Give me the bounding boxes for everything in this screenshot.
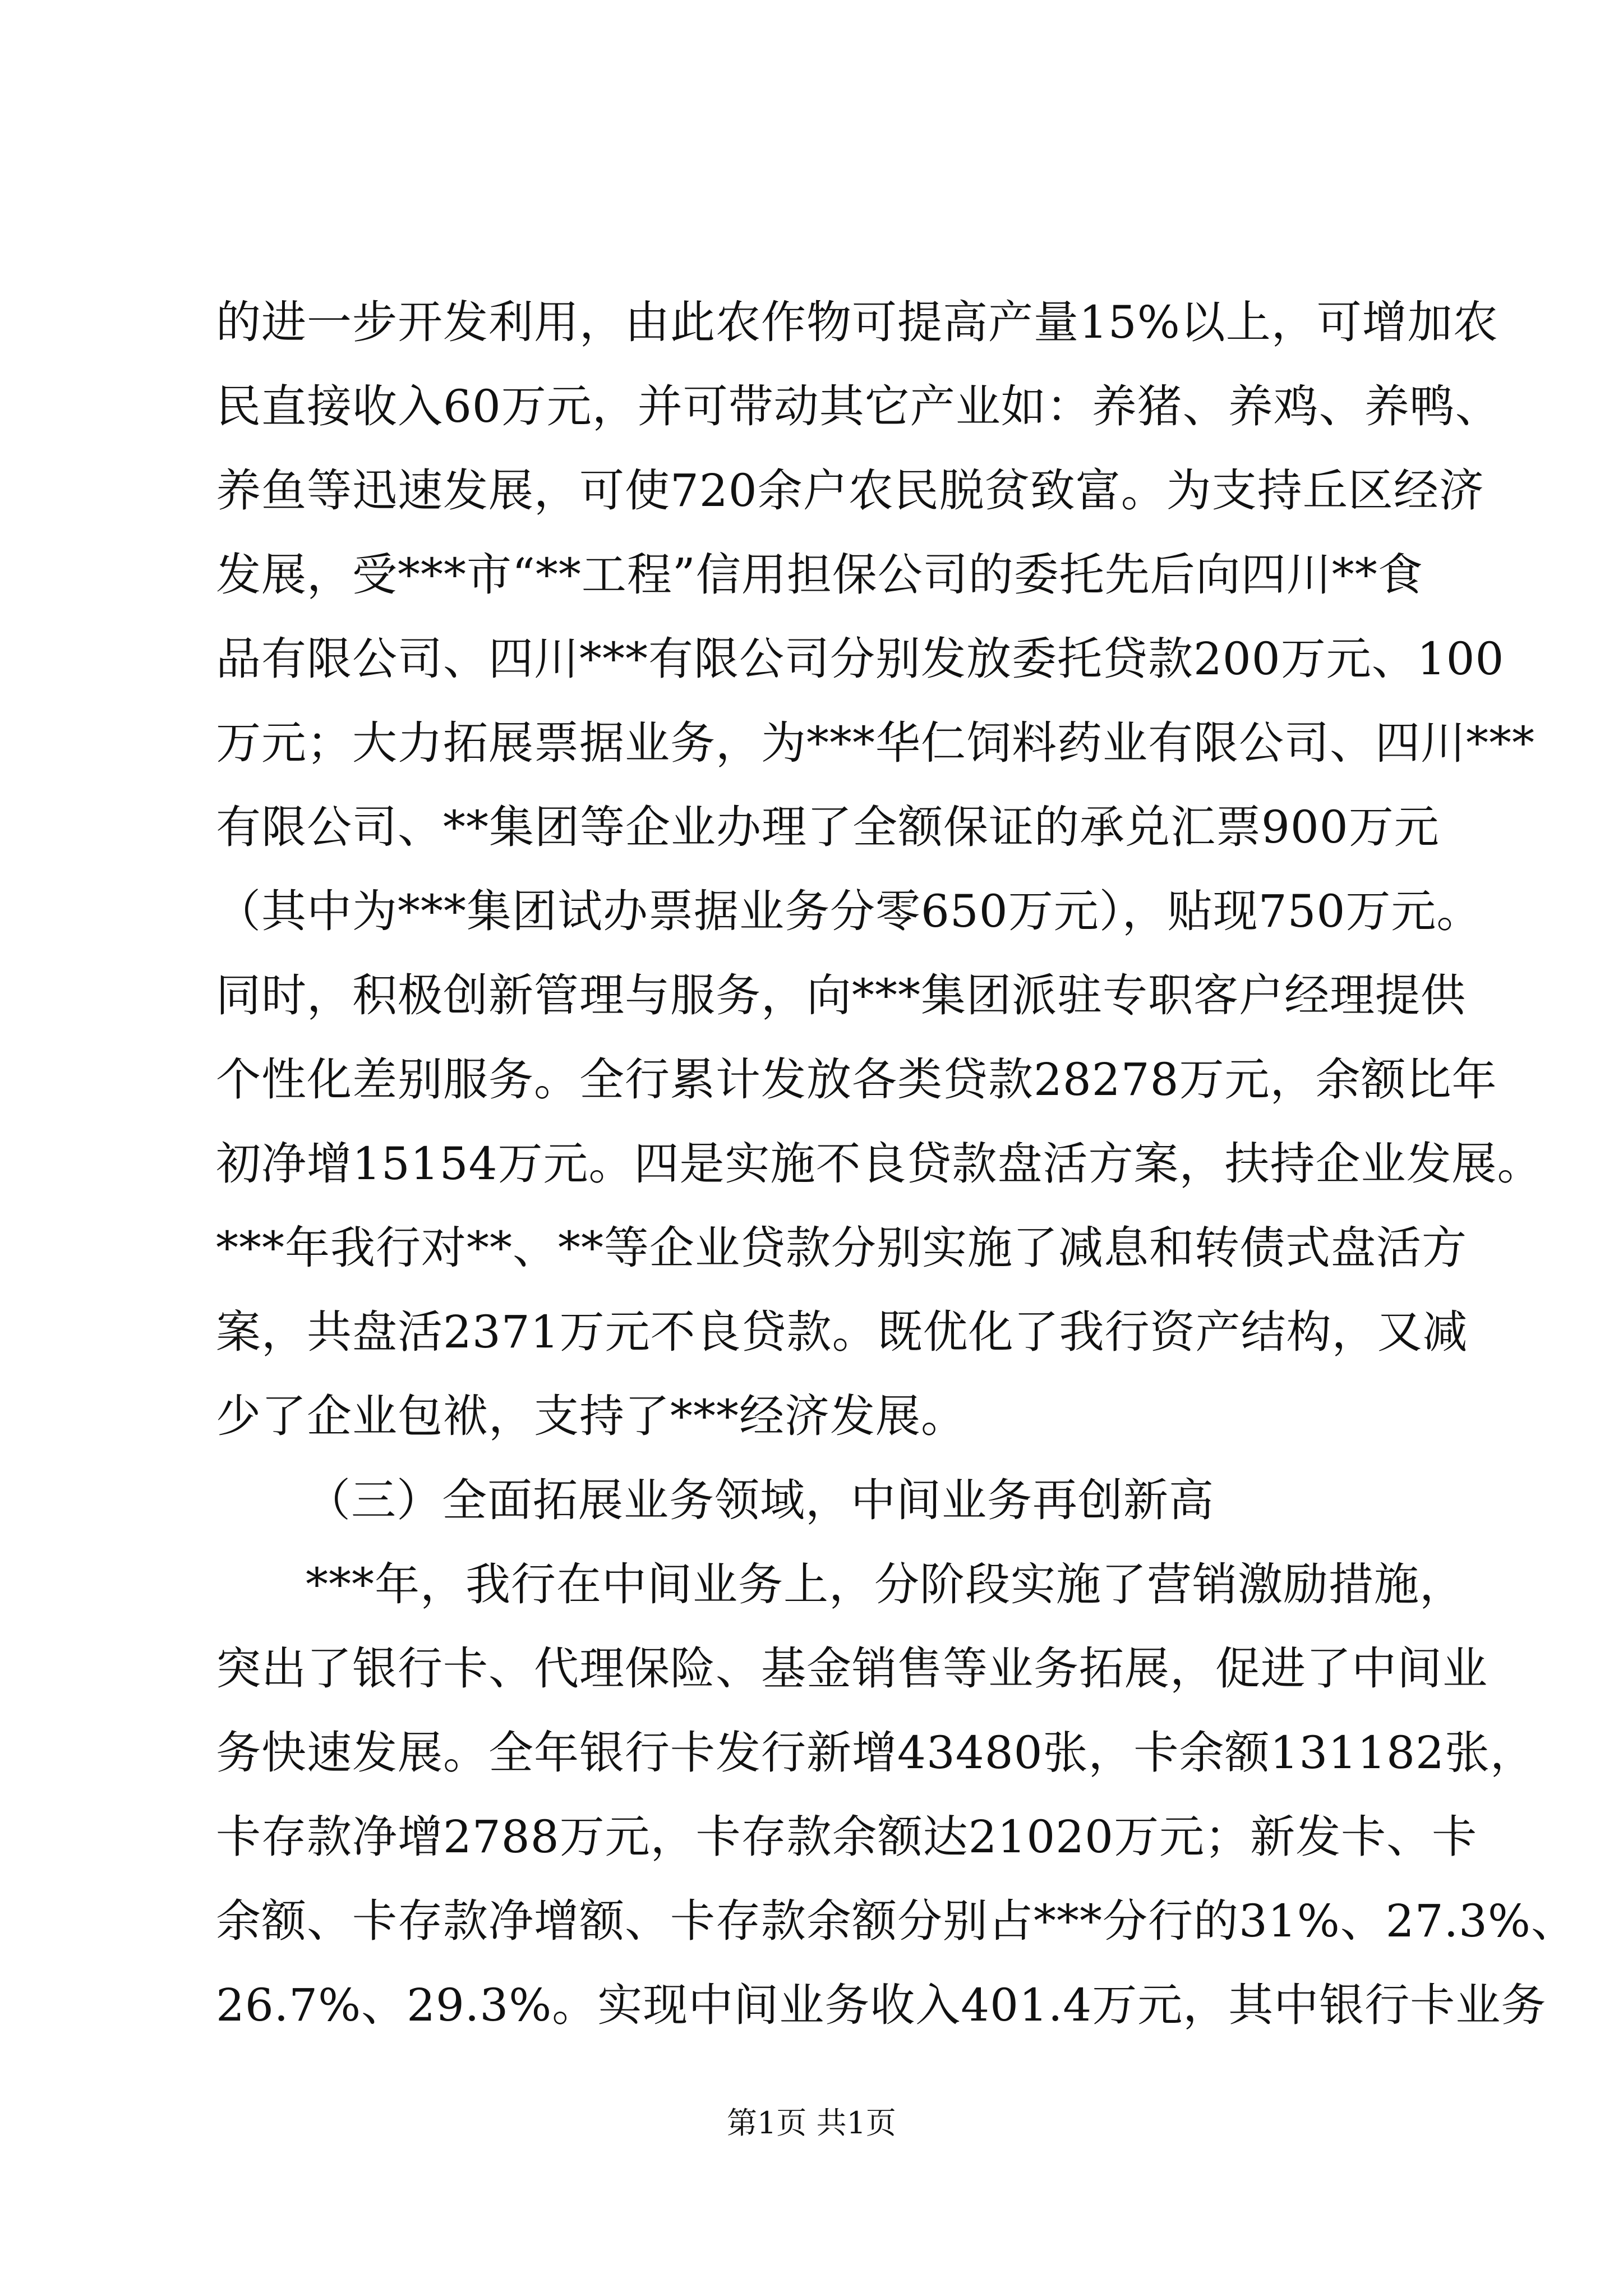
text-line: ***年，我行在中间业务上，分阶段实施了营销激励措施， (306, 1558, 1465, 1611)
section-heading: （三）全面拓展业务领域，中间业务再创新高 (306, 1474, 1214, 1526)
text-line: 有限公司、**集团等企业办理了全额保证的承兑汇票900万元 (216, 801, 1440, 853)
page-number-footer: 第1页 共1页 (727, 2105, 896, 2141)
text-line: 卡存款净增2788万元，卡存款余额达21020万元；新发卡、卡 (216, 1811, 1478, 1863)
text-line: 案，共盘活2371万元不良贷款。既优化了我行资产结构，又减 (216, 1306, 1468, 1358)
text-line: 务快速发展。全年银行卡发行新增43480张，卡余额131182张， (216, 1727, 1536, 1779)
text-line: 养鱼等迅速发展，可使720余户农民脱贫致富。为支持丘区经济 (216, 464, 1484, 517)
text-line: 少了企业包袱，支持了***经济发展。 (216, 1390, 966, 1442)
text-line: 余额、卡存款净增额、卡存款余额分别占***分行的31%、27.3%、 (216, 1895, 1576, 1947)
text-line: 的进一步开发利用，由此农作物可提高产量15%以上，可增加农 (216, 296, 1498, 348)
document-body (216, 280, 1576, 2047)
text-line: 同时，积极创新管理与服务，向***集团派驻专职客户经理提供 (216, 969, 1466, 1022)
text-line: 民直接收入60万元，并可带动其它产业如：养猪、养鸡、养鸭、 (216, 380, 1501, 432)
text-line: 突出了银行卡、代理保险、基金销售等业务拓展，促进了中间业 (216, 1642, 1488, 1695)
text-line: 发展，受***市“**工程”信用担保公司的委托先后向四川**食 (216, 549, 1423, 601)
text-line: 品有限公司、四川***有限公司分别发放委托贷款200万元、100 (216, 633, 1505, 685)
text-line: ***年我行对**、**等企业贷款分别实施了减息和转债式盘活方 (216, 1222, 1467, 1274)
text-line: 26.7%、29.3%。实现中间业务收入401.4万元，其中银行卡业务 (216, 1979, 1547, 2031)
text-line: 初净增15154万元。四是实施不良贷款盘活方案，扶持企业发展。 (216, 1138, 1543, 1190)
text-line: （其中为***集团试办票据业务分零650万元），贴现750万元。 (216, 885, 1482, 937)
text-line: 个性化差别服务。全行累计发放各类贷款28278万元，余额比年 (216, 1053, 1497, 1106)
text-line: 万元；大力拓展票据业务，为***华仁饲料药业有限公司、四川*** (216, 717, 1535, 769)
